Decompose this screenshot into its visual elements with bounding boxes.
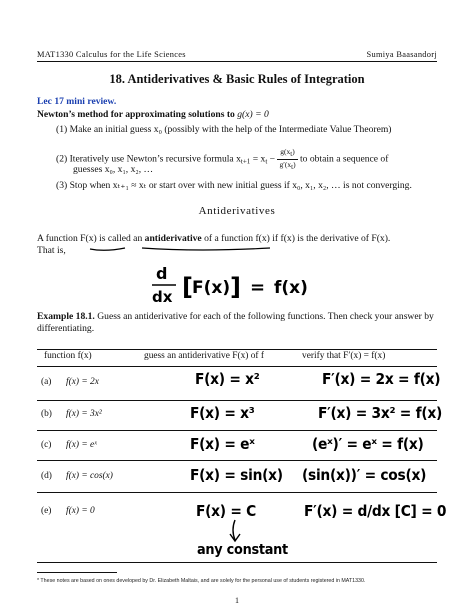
handwritten-note: any constant [197,542,288,558]
page-number: 1 [235,596,239,605]
derivative-eq-drawing [150,262,340,306]
review-step-1: (1) Make an initial guess x₀ (possibly with the help of the Intermediate Value Theorem) [56,124,392,135]
table-row-verify: F′(x) = d/dx [C] = 0 [304,502,447,520]
handwritten-derivative-eq [150,262,340,310]
author-name: Sumiya Baasandorj [366,50,437,59]
review-step-2: (2) Iteratively use Newton’s recursive formula $x_{t+1} = x_t$ − $\frac{g(xt)}{g'(xt)}$ to obtain a sequence of [56,147,389,171]
svg-text:=: = [250,277,266,298]
table-row-verify: F′(x) = 3x² = f(x) [318,404,443,422]
table-row-guess: F(x) = x² [195,370,260,388]
table-row-function: f(x) = 0 [66,506,95,516]
example-label: Example 18.1. [37,311,95,322]
table-row-function: f(x) = cos(x) [66,471,113,481]
svg-text:d: d [156,264,168,283]
newton-intro-bold: Newton’s method for approximating solutions to [37,109,235,120]
table-row-function: f(x) = 3x² [66,409,102,419]
table-row-function: f(x) = 2x [66,377,99,387]
table-row-label: (d) [41,471,52,481]
table-header-verify: verify that F′(x) = f(x) [302,351,386,361]
table-row-rule [37,430,437,431]
page-title: 18. Antiderivatives & Basic Rules of Integration [109,72,365,86]
newton-intro-math: g(x) = 0 [237,109,269,120]
table-row-verify: (eˣ)′ = eˣ = f(x) [312,435,424,453]
table-header-function: function f(x) [44,351,92,361]
svg-text:F(x): F(x) [192,278,231,298]
table-row-function: f(x) = eˣ [66,440,97,450]
review-step-3: (3) Stop when xₜ₊₁ ≈ xₜ or start over with new initial guess if x₀, x₁, x₂, … is not converging. [56,180,412,191]
table-row-label: (b) [41,409,52,419]
table-row-label: (e) [41,506,52,516]
svg-text:f(x): f(x) [274,278,308,298]
footnote: * These notes are based on ones developed by Dr. Elizabeth Maltais, and are solely for the personal use of students registered in MAT1330. [37,578,366,584]
table-row-rule [37,492,437,493]
table-row-label: (c) [41,440,52,450]
example-text: Example 18.1. Guess an antiderivative for each of the following functions. Then check your answer by differentiating. [37,311,434,334]
handwritten-arrow [225,518,245,544]
definition-line1: A function F(x) is called an antiderivative of a function f(x) if f(x) is the derivative of F(x). [37,233,391,244]
svg-text:dx: dx [152,288,173,306]
table-bottom-rule [37,562,437,563]
definition-line2: That is, [37,245,66,256]
newton-intro [37,109,269,120]
table-header-rule [37,366,437,367]
header-rule [37,61,437,62]
svg-text:[: [ [182,273,193,301]
table-row-verify: F′(x) = 2x = f(x) [322,370,441,388]
handwritten-underline [80,243,350,255]
course-name: MAT1330 Calculus for the Life Sciences [37,50,186,59]
table-row-rule [37,400,437,401]
newton-fraction: $\frac{g(xt)}{g'(xt)}$ [279,147,296,171]
table-row-label: (a) [41,377,52,387]
footnote-rule [37,572,117,573]
review-heading: Lec 17 mini review. [37,96,117,107]
section-heading: Antiderivatives [198,205,276,217]
table-row-verify: (sin(x))′ = cos(x) [302,466,427,484]
svg-text:]: ] [230,273,241,301]
table-header-guess: guess an antiderivative F(x) of f [144,351,265,361]
table-row-rule [37,460,437,461]
review-step-2-line2: guesses x₀, x₁, x₂, … [73,164,154,175]
table-top-rule [37,349,437,350]
table-row-guess: F(x) = C [196,502,257,520]
table-row-guess: F(x) = x³ [190,404,255,422]
table-row-guess: F(x) = sin(x) [190,466,283,484]
table-row-guess: F(x) = eˣ [190,435,255,453]
